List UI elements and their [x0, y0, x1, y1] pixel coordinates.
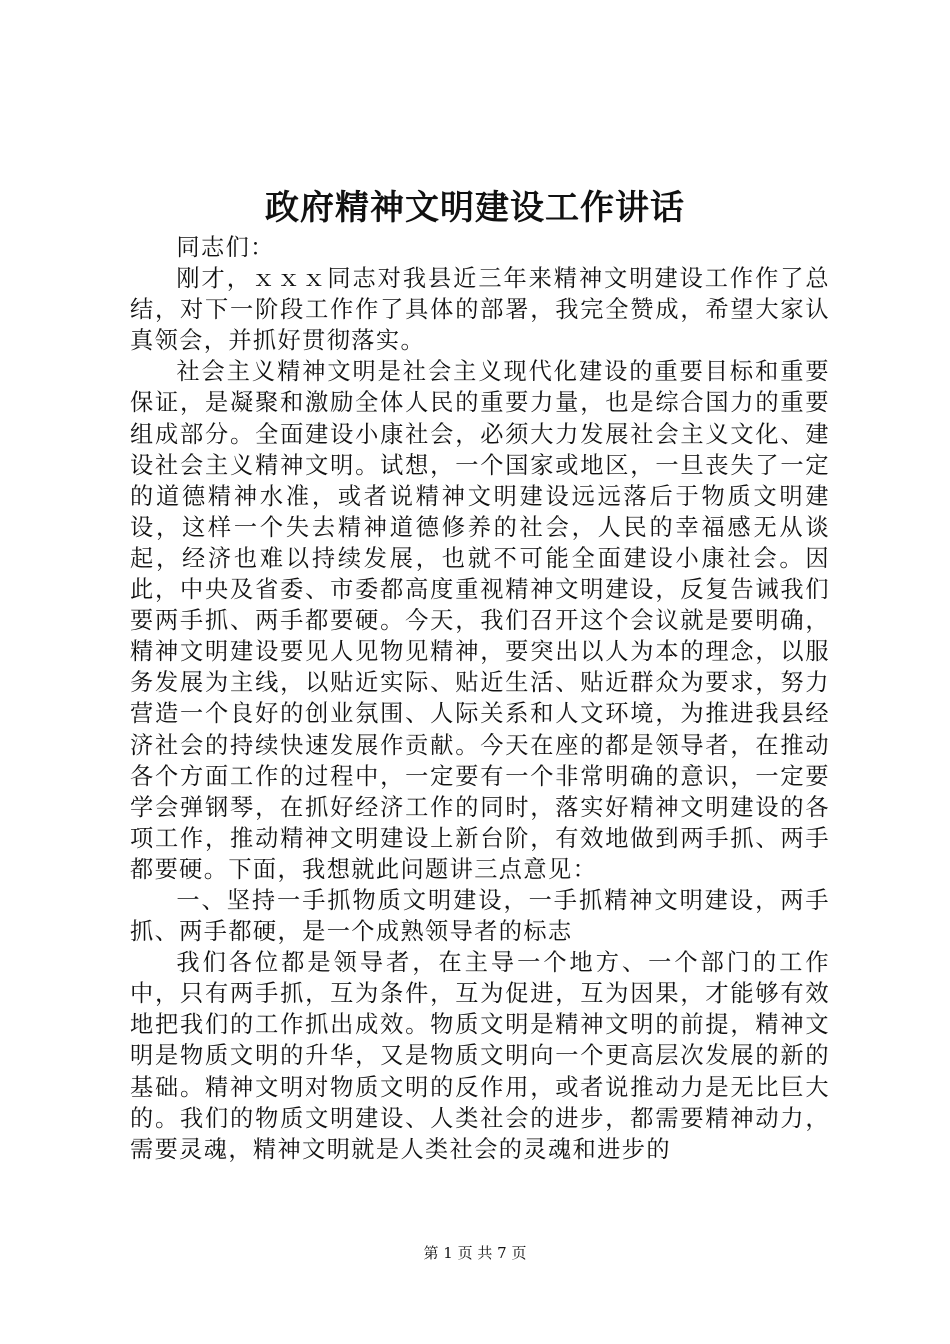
- salutation-paragraph: 同志们：: [176, 234, 275, 261]
- page-number-footer: 第 1 页 共 7 页: [423, 1244, 527, 1262]
- body-paragraph: 社会主义精神文明是社会主义现代化建设的重要目标和重要保证，是凝聚和激励全体人民的重要力量，也是综合国力的重要组成部分。全面建设小康社会，必须大力发展社会主义文化、建设社会主义精神文明。试想，一个国家或地区，一旦丧失了一定的道德精神水准，或者说精神文明建设远远落后于物质文明建设，这样一个失去精神道德修养的社会，人民的幸福感无从谈起，经济也难以持续发展，也就不可能全面建设小康社会。因此，中央及省委、市委都高度重视精神文明建设，反复告诫我们要两手抓、两手都要硬。今天，我们召开这个会议就是要明确，精神文明建设要见人见物见精神，要突出以人为本的理念，以服务发展为主线，以贴近实际、贴近生活、贴近群众为要求，努力营造一个良好的创业氛围、人际关系和人文环境，为推进我县经济社会的持续快速发展作贡献。今天在座的都是领导者，在推动各个方面工作的过程中，一定要有一个非常明确的意识，一定要学会弹钢琴，在抓好经济工作的同时，落实好精神文明建设的各项工作，推动精神文明建设上新台阶，有效地做到两手抓、两手都要硬。下面，我想就此问题讲三点意见：: [130, 358, 830, 883]
- document-body: [130, 232, 830, 1165]
- body-paragraph: 我们各位都是领导者，在主导一个地方、一个部门的工作中，只有两手抓，互为条件，互为促进，互为因果，才能够有效地把我们的工作抓出成效。物质文明是精神文明的前提，精神文明是物质文明的升华，又是物质文明向一个更高层次发展的新的基础。精神文明对物质文明的反作用，或者说推动力是无比巨大的。我们的物质文明建设、人类社会的进步，都需要精神动力，需要灵魂，精神文明就是人类社会的灵魂和进步的: [130, 949, 830, 1163]
- intro-paragraph: 刚才，ｘｘｘ同志对我县近三年来精神文明建设工作作了总结，对下一阶段工作作了具体的部署，我完全赞成，希望大家认真领会，并抓好贯彻落实。: [130, 265, 830, 355]
- page-title: 政府精神文明建设工作讲话: [265, 188, 685, 228]
- section-heading-paragraph: 一、坚持一手抓物质文明建设，一手抓精神文明建设，两手抓、两手都硬，是一个成熟领导者的标志: [130, 886, 830, 946]
